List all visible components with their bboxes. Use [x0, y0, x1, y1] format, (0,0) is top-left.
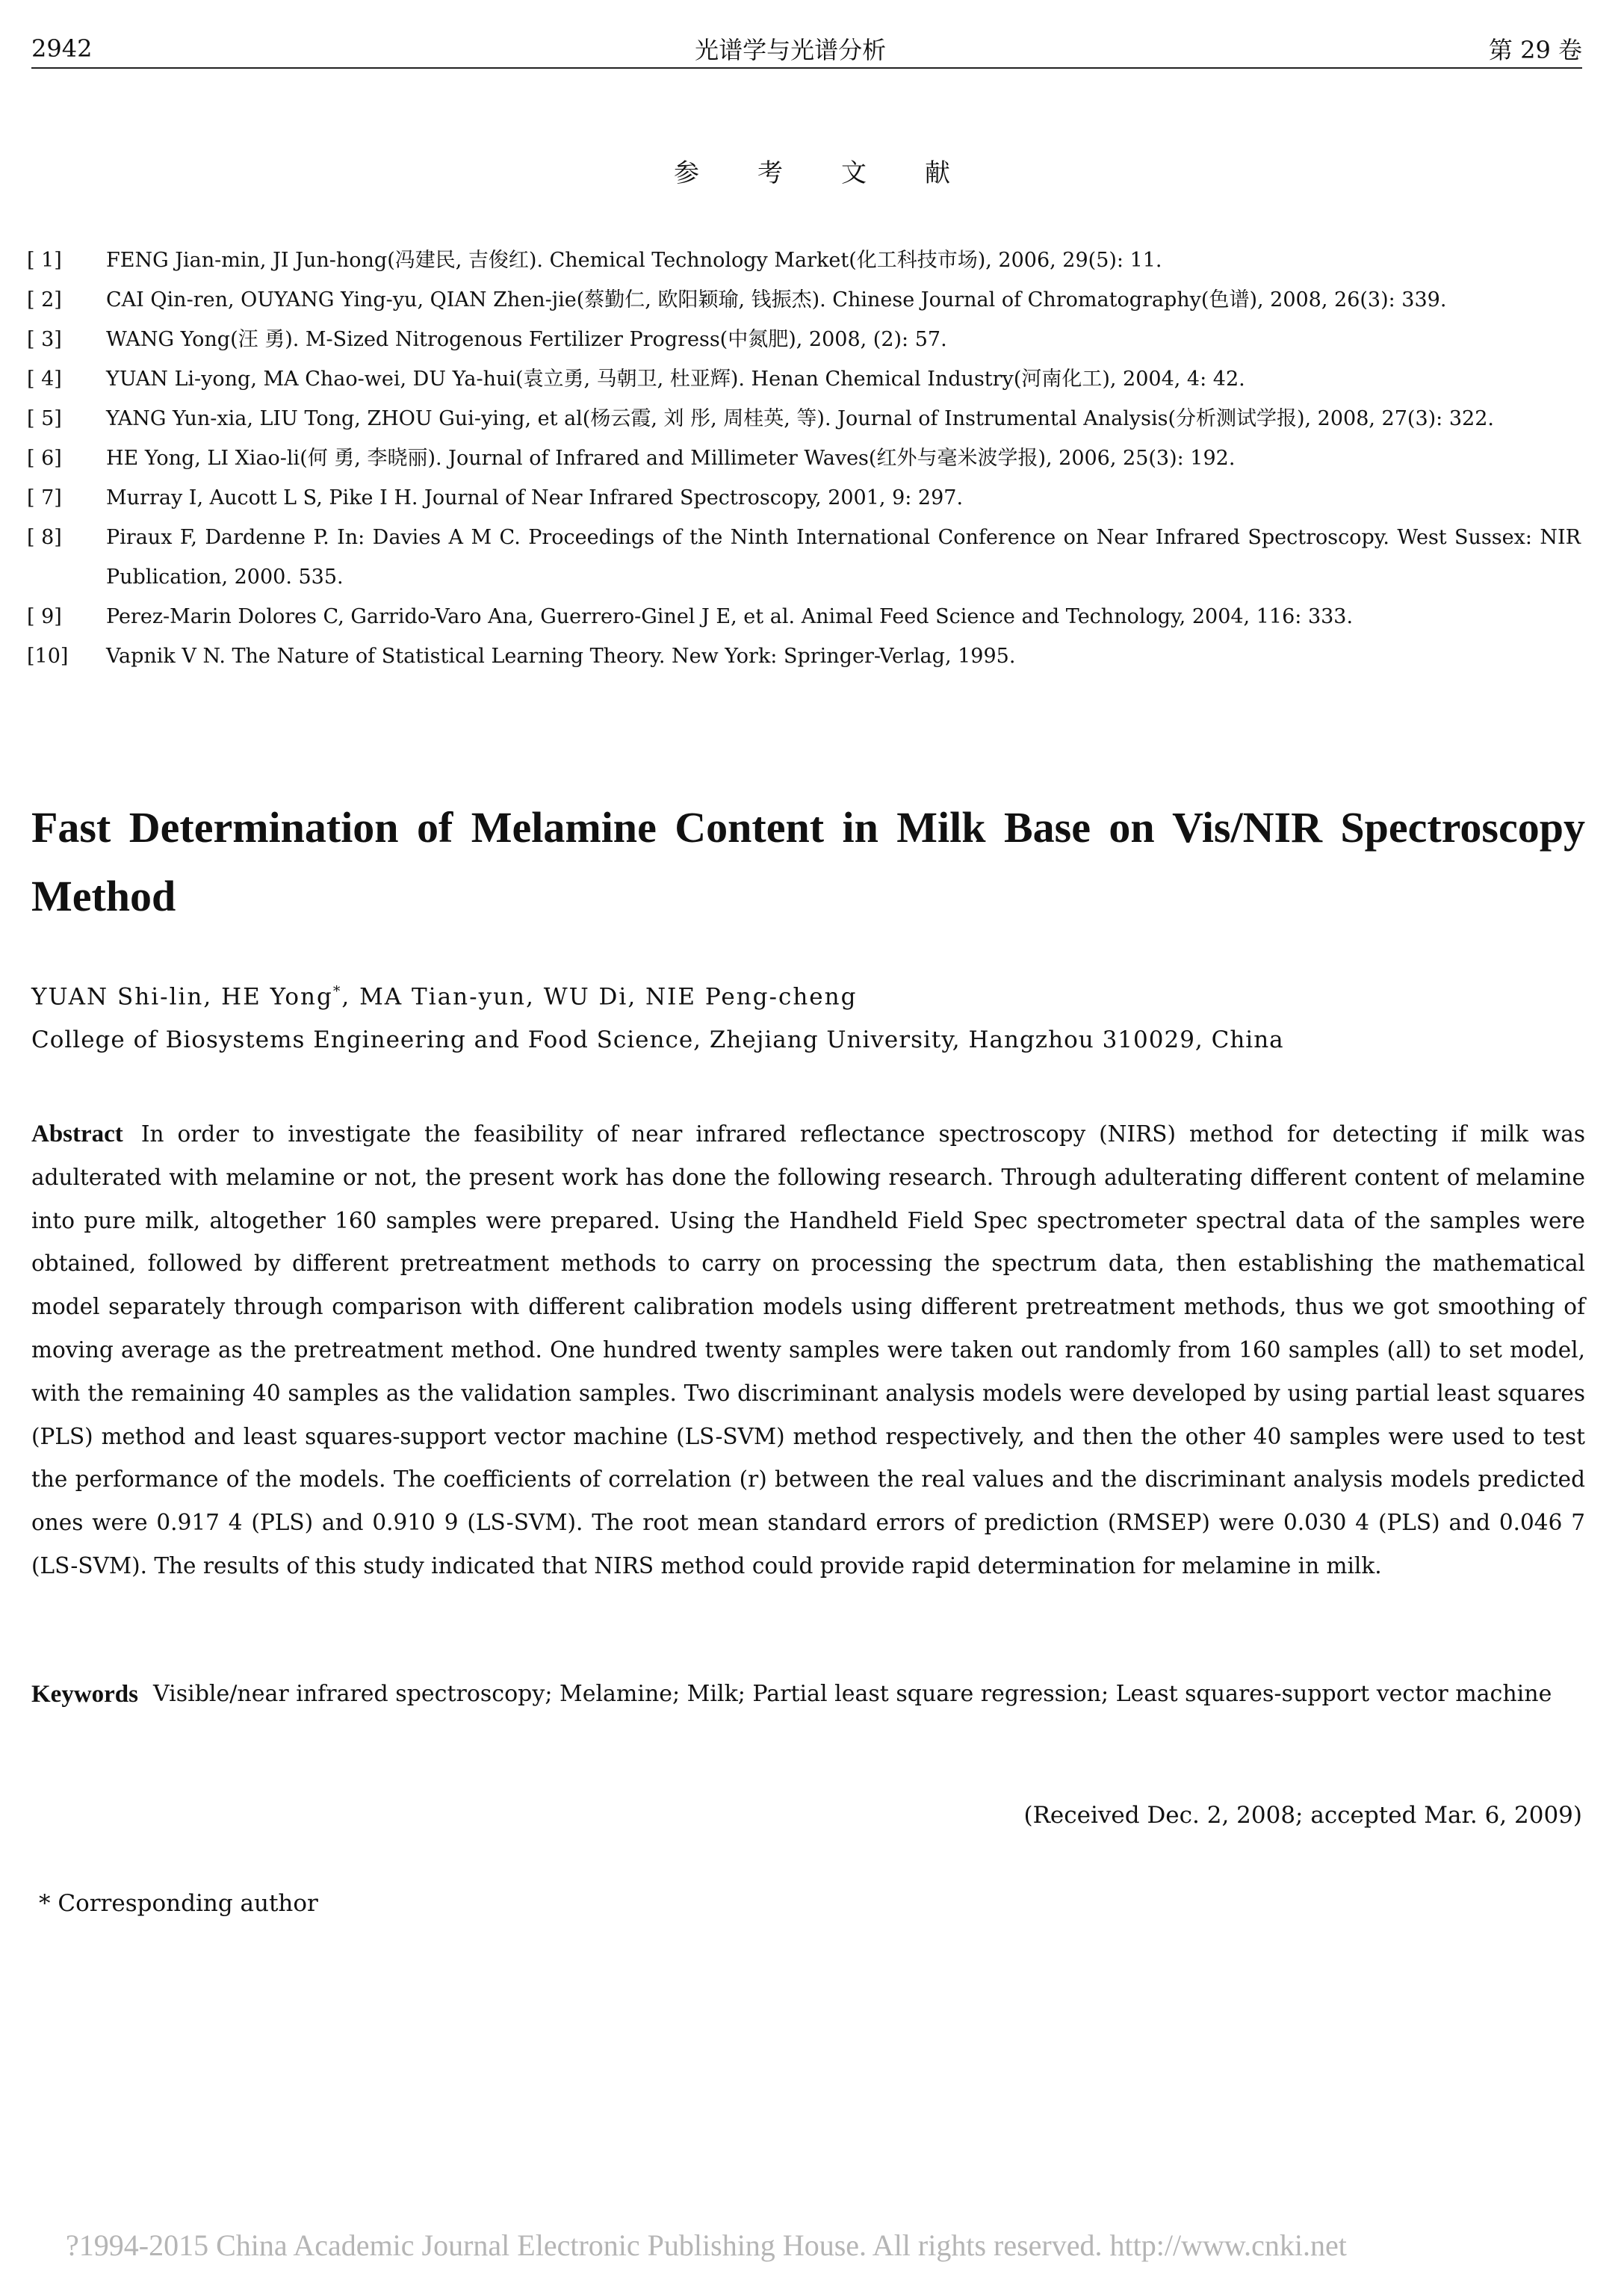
authors-first: YUAN Shi-lin, HE Yong	[31, 983, 333, 1011]
reference-item	[27, 280, 1581, 320]
reference-item	[27, 439, 1581, 478]
reference-number: [ 2]	[27, 288, 62, 312]
corresponding-author-mark: *	[332, 983, 342, 1000]
reference-item	[27, 518, 1581, 597]
reference-number: [10]	[27, 645, 69, 668]
reference-number: [ 8]	[27, 526, 62, 549]
running-head	[31, 30, 1582, 69]
reference-item	[27, 241, 1581, 280]
corresponding-author-footnote: * Corresponding author	[39, 1890, 318, 1917]
keywords-text: Visible/near infrared spectroscopy; Melamine; Milk; Partial least square regression; Least squares-support vector machine	[153, 1681, 1552, 1707]
reference-item	[27, 359, 1581, 399]
reference-number: [ 4]	[27, 368, 62, 391]
reference-list	[27, 241, 1581, 676]
reference-text: WANG Yong(汪 勇). M-Sized Nitrogenous Fertilizer Progress(中氮肥), 2008, (2): 57.	[106, 328, 947, 351]
received-date: (Received Dec. 2, 2008; accepted Mar. 6, 2009)	[1023, 1802, 1582, 1829]
references-heading: 参考文献	[674, 158, 1008, 188]
reference-number: [ 6]	[27, 447, 62, 470]
reference-text: CAI Qin-ren, OUYANG Ying-yu, QIAN Zhen-jie(蔡勤仁, 欧阳颖瑜, 钱振杰). Chinese Journal of Chromatography(色谱), 2008, 26(3): 339.	[106, 288, 1447, 312]
reference-number: [ 9]	[27, 605, 62, 628]
abstract-label: Abstract	[31, 1121, 123, 1147]
copyright-footer: ?1994-2015 China Academic Journal Electronic Publishing House. All rights reserved. http://www.cnki.net	[66, 2228, 1347, 2262]
reference-item	[27, 399, 1581, 439]
reference-number: [ 1]	[27, 249, 62, 272]
authors-rest: , MA Tian-yun, WU Di, NIE Peng-cheng	[341, 983, 858, 1011]
reference-text: Perez-Marin Dolores C, Garrido-Varo Ana, Guerrero-Ginel J E, et al. Animal Feed Science and Technology, 2004, 116: 333.	[106, 605, 1354, 628]
reference-item	[27, 320, 1581, 359]
reference-text: YUAN Li-yong, MA Chao-wei, DU Ya-hui(袁立勇, 马朝卫, 杜亚辉). Henan Chemical Industry(河南化工), 2004, 4: 42.	[106, 368, 1245, 391]
keywords	[31, 1673, 1585, 1715]
reference-text: YANG Yun-xia, LIU Tong, ZHOU Gui-ying, et al(杨云霞, 刘 彤, 周桂英, 等). Journal of Instrumental Analysis(分析测试学报), 2008, 27(3): 322.	[106, 407, 1494, 430]
journal-name: 光谱学与光谱分析	[695, 36, 887, 64]
abstract	[31, 1113, 1585, 1588]
reference-item	[27, 478, 1581, 518]
reference-number: [ 5]	[27, 407, 62, 430]
author-affiliation: College of Biosystems Engineering and Food Science, Zhejiang University, Hangzhou 310029, China	[31, 1026, 1284, 1053]
reference-item	[27, 597, 1581, 636]
article-title: Fast Determination of Melamine Content in Milk Base on Vis/NIR Spectroscopy Method	[31, 803, 1585, 920]
keywords-label: Keywords	[31, 1681, 138, 1708]
volume-label: 第 29 卷	[1488, 36, 1582, 64]
author-list	[31, 983, 857, 1010]
reference-item	[27, 636, 1581, 676]
abstract-text: In order to investigate the feasibility of near infrared reflectance spectroscopy (NIRS) method for detecting if milk was adulterated with melamine or not, the present work has done the following research. Through adulterating different content of melamine into pure milk, altogether 160 samples were prepared. Using the Handheld Field Spec spectrometer spectral data of the samples were obtained, followed by different pretreatment methods to carry on processing the spectrum data, then establishing the mathematical model separately through comparison with different calibration models using different pretreatment methods, thus we got smoothing of moving average as the pretreatment method. One hundred twenty samples were taken out randomly from 160 samples (all) to set model, with the remaining 40 samples as the validation samples. Two discriminant analysis models were developed by using partial least squares (PLS) method and least squares-support vector machine (LS-SVM) method respectively, and then the other 40 samples were used to test the performance of the models. The coefficients of correlation (r) between the real values and the discriminant analysis models predicted ones were 0.917 4 (PLS) and 0.910 9 (LS-SVM). The root mean standard errors of prediction (RMSEP) were 0.030 4 (PLS) and 0.046 7 (LS-SVM). The results of this study indicated that NIRS method could provide rapid determination for melamine in milk.	[31, 1121, 1585, 1579]
reference-number: [ 7]	[27, 486, 62, 509]
page-number: 2942	[31, 34, 93, 63]
reference-number: [ 3]	[27, 328, 62, 351]
reference-text: Piraux F, Dardenne P. In: Davies A M C. Proceedings of the Ninth International Conference on Near Infrared Spectroscopy. West Sussex: NIR Publication, 2000. 535.	[106, 526, 1581, 589]
reference-text: HE Yong, LI Xiao-li(何 勇, 李晓丽). Journal of Infrared and Millimeter Waves(红外与毫米波学报), 2006, 25(3): 192.	[106, 447, 1236, 470]
reference-text: FENG Jian-min, JI Jun-hong(冯建民, 吉俊红). Chemical Technology Market(化工科技市场), 2006, 29(5): 11.	[106, 249, 1162, 272]
reference-text: Murray I, Aucott L S, Pike I H. Journal of Near Infrared Spectroscopy, 2001, 9: 297.	[106, 486, 964, 509]
reference-text: Vapnik V N. The Nature of Statistical Learning Theory. New York: Springer-Verlag, 1995.	[106, 645, 1016, 668]
